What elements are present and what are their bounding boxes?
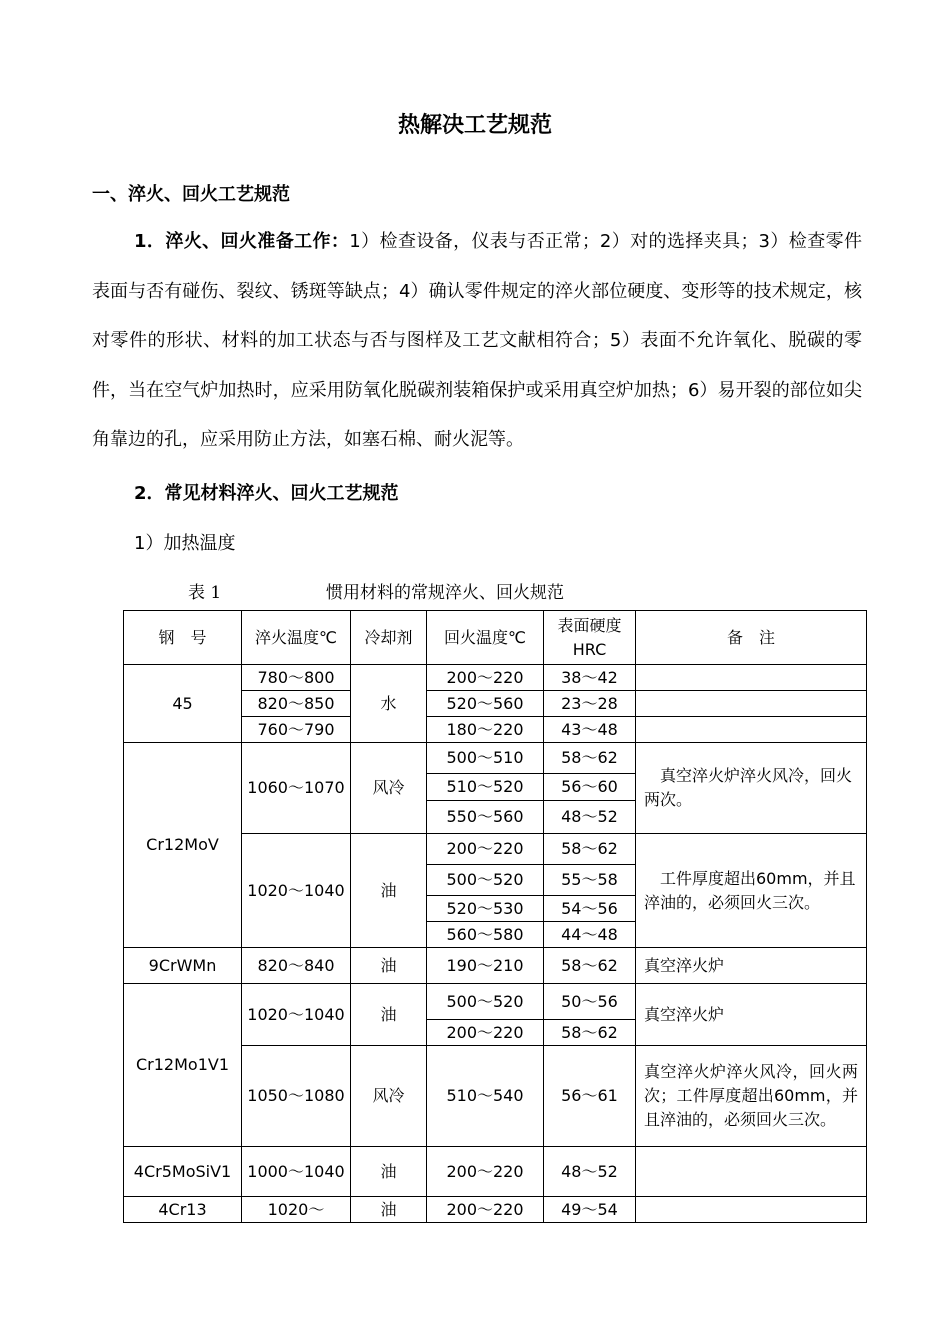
hardness-cell: 49～54: [544, 1197, 636, 1223]
temper-cell: 180～220: [427, 717, 544, 743]
hardness-cell: 58～62: [544, 1020, 636, 1046]
table-row: [124, 743, 867, 774]
coolant-cell: 油: [351, 948, 427, 984]
temper-cell: 500～510: [427, 743, 544, 774]
coolant-cell: 油: [351, 834, 427, 948]
note-cell: [636, 1197, 867, 1223]
hardness-cell: 54～56: [544, 896, 636, 922]
temper-cell: 200～220: [427, 665, 544, 691]
header-coolant: 冷却剂: [351, 611, 427, 665]
coolant-cell: 油: [351, 984, 427, 1046]
page-title: 热解决工艺规范: [397, 113, 552, 138]
quench-cell: 1050～1080: [242, 1046, 351, 1147]
quench-cell: 1020～: [242, 1197, 351, 1223]
hardness-cell: 56～60: [544, 774, 636, 801]
table-row: [124, 1147, 867, 1197]
quench-cell: 820～850: [242, 691, 351, 717]
coolant-cell: 风冷: [351, 743, 427, 834]
section-heading-quench-temper: 一、淬火、回火工艺规范: [92, 184, 290, 205]
temper-cell: 500～520: [427, 984, 544, 1020]
temper-cell: 200～220: [427, 1020, 544, 1046]
temper-cell: 200～220: [427, 1147, 544, 1197]
hardness-cell: 58～62: [544, 834, 636, 865]
quench-cell: 1020～1040: [242, 834, 351, 948]
subsection-heating-temperature: 1）加热温度: [134, 533, 236, 554]
coolant-cell: 油: [351, 1147, 427, 1197]
hardness-cell: 58～62: [544, 743, 636, 774]
steel-cell: 4Cr13: [124, 1197, 242, 1223]
header-temper-temp: 回火温度℃: [427, 611, 544, 665]
temper-cell: 510～540: [427, 1046, 544, 1147]
hardness-cell: 43～48: [544, 717, 636, 743]
hardness-cell: 55～58: [544, 865, 636, 896]
temper-cell: 500～520: [427, 865, 544, 896]
note-cell: 真空淬火炉淬火风冷，回火两次。: [636, 743, 867, 834]
header-quench-temp: 淬火温度℃: [242, 611, 351, 665]
quench-cell: 1060～1070: [242, 743, 351, 834]
note-cell: [636, 691, 867, 717]
quench-cell: 1020～1040: [242, 984, 351, 1046]
hardness-cell: 48～52: [544, 801, 636, 834]
quench-cell: 820～840: [242, 948, 351, 984]
hardness-cell: 48～52: [544, 1147, 636, 1197]
coolant-cell: 油: [351, 1197, 427, 1223]
temper-cell: 550～560: [427, 801, 544, 834]
steel-cell: Cr12MoV: [124, 743, 242, 948]
note-cell: [636, 665, 867, 691]
quench-cell: 780～800: [242, 665, 351, 691]
table-caption: 惯用材料的常规淬火、回火规范: [326, 583, 564, 603]
note-cell: 真空淬火炉淬火风冷，回火两次；工件厚度超出60mm，并且淬油的，必须回火三次。: [636, 1046, 867, 1147]
quench-cell: 760～790: [242, 717, 351, 743]
note-cell: 工件厚度超出60mm，并且淬油的，必须回火三次。: [636, 834, 867, 948]
temper-cell: 510～520: [427, 774, 544, 801]
note-cell: [636, 1147, 867, 1197]
prep-paragraph-text: 1）检查设备，仪表与否正常；2）对的选择夹具；3）检查零件表面与否有碰伤、裂纹、锈斑等缺点；4）确认零件规定的淬火部位硬度、变形等的技术规定，核对零件的形状、材料的加工状态与否与图样及工艺文献相符合；5）表面不允许氧化、脱碳的零件，当在空气炉加热时，应采用防氧化脱碳剂装箱保护或采用真空炉加热；6）易开裂的部位如尖角靠边的孔，应采用防止方法，如塞石棉、耐火泥等。: [92, 231, 862, 450]
hardness-cell: 23～28: [544, 691, 636, 717]
table-label: 表 1: [188, 583, 222, 603]
prep-paragraph: [92, 217, 862, 465]
steel-cell: 4Cr5MoSiV1: [124, 1147, 242, 1197]
table-row: [124, 665, 867, 691]
header-hardness: 表面硬度HRC: [544, 611, 636, 665]
note-cell: [636, 717, 867, 743]
header-steel: 钢 号: [124, 611, 242, 665]
quench-temper-table: [123, 610, 867, 1223]
steel-cell: 45: [124, 665, 242, 743]
temper-cell: 520～560: [427, 691, 544, 717]
temper-cell: 200～220: [427, 1197, 544, 1223]
prep-paragraph-lead: 1．淬火、回火准备工作：: [134, 231, 350, 252]
steel-cell: 9CrWMn: [124, 948, 242, 984]
header-note: 备 注: [636, 611, 867, 665]
temper-cell: 520～530: [427, 896, 544, 922]
note-cell: 真空淬火炉: [636, 984, 867, 1046]
table-row: [124, 1197, 867, 1223]
temper-cell: 560～580: [427, 922, 544, 948]
hardness-cell: 58～62: [544, 948, 636, 984]
note-cell: 真空淬火炉: [636, 948, 867, 984]
section-heading-common-materials: 2．常见材料淬火、回火工艺规范: [134, 483, 399, 504]
coolant-cell: 风冷: [351, 1046, 427, 1147]
quench-cell: 1000～1040: [242, 1147, 351, 1197]
hardness-cell: 56～61: [544, 1046, 636, 1147]
hardness-cell: 38～42: [544, 665, 636, 691]
hardness-cell: 44～48: [544, 922, 636, 948]
table-header-row: [124, 611, 867, 665]
temper-cell: 200～220: [427, 834, 544, 865]
hardness-cell: 50～56: [544, 984, 636, 1020]
table-row: [124, 984, 867, 1020]
steel-cell: Cr12Mo1V1: [124, 984, 242, 1147]
temper-cell: 190～210: [427, 948, 544, 984]
table-row: [124, 948, 867, 984]
coolant-cell: 水: [351, 665, 427, 743]
